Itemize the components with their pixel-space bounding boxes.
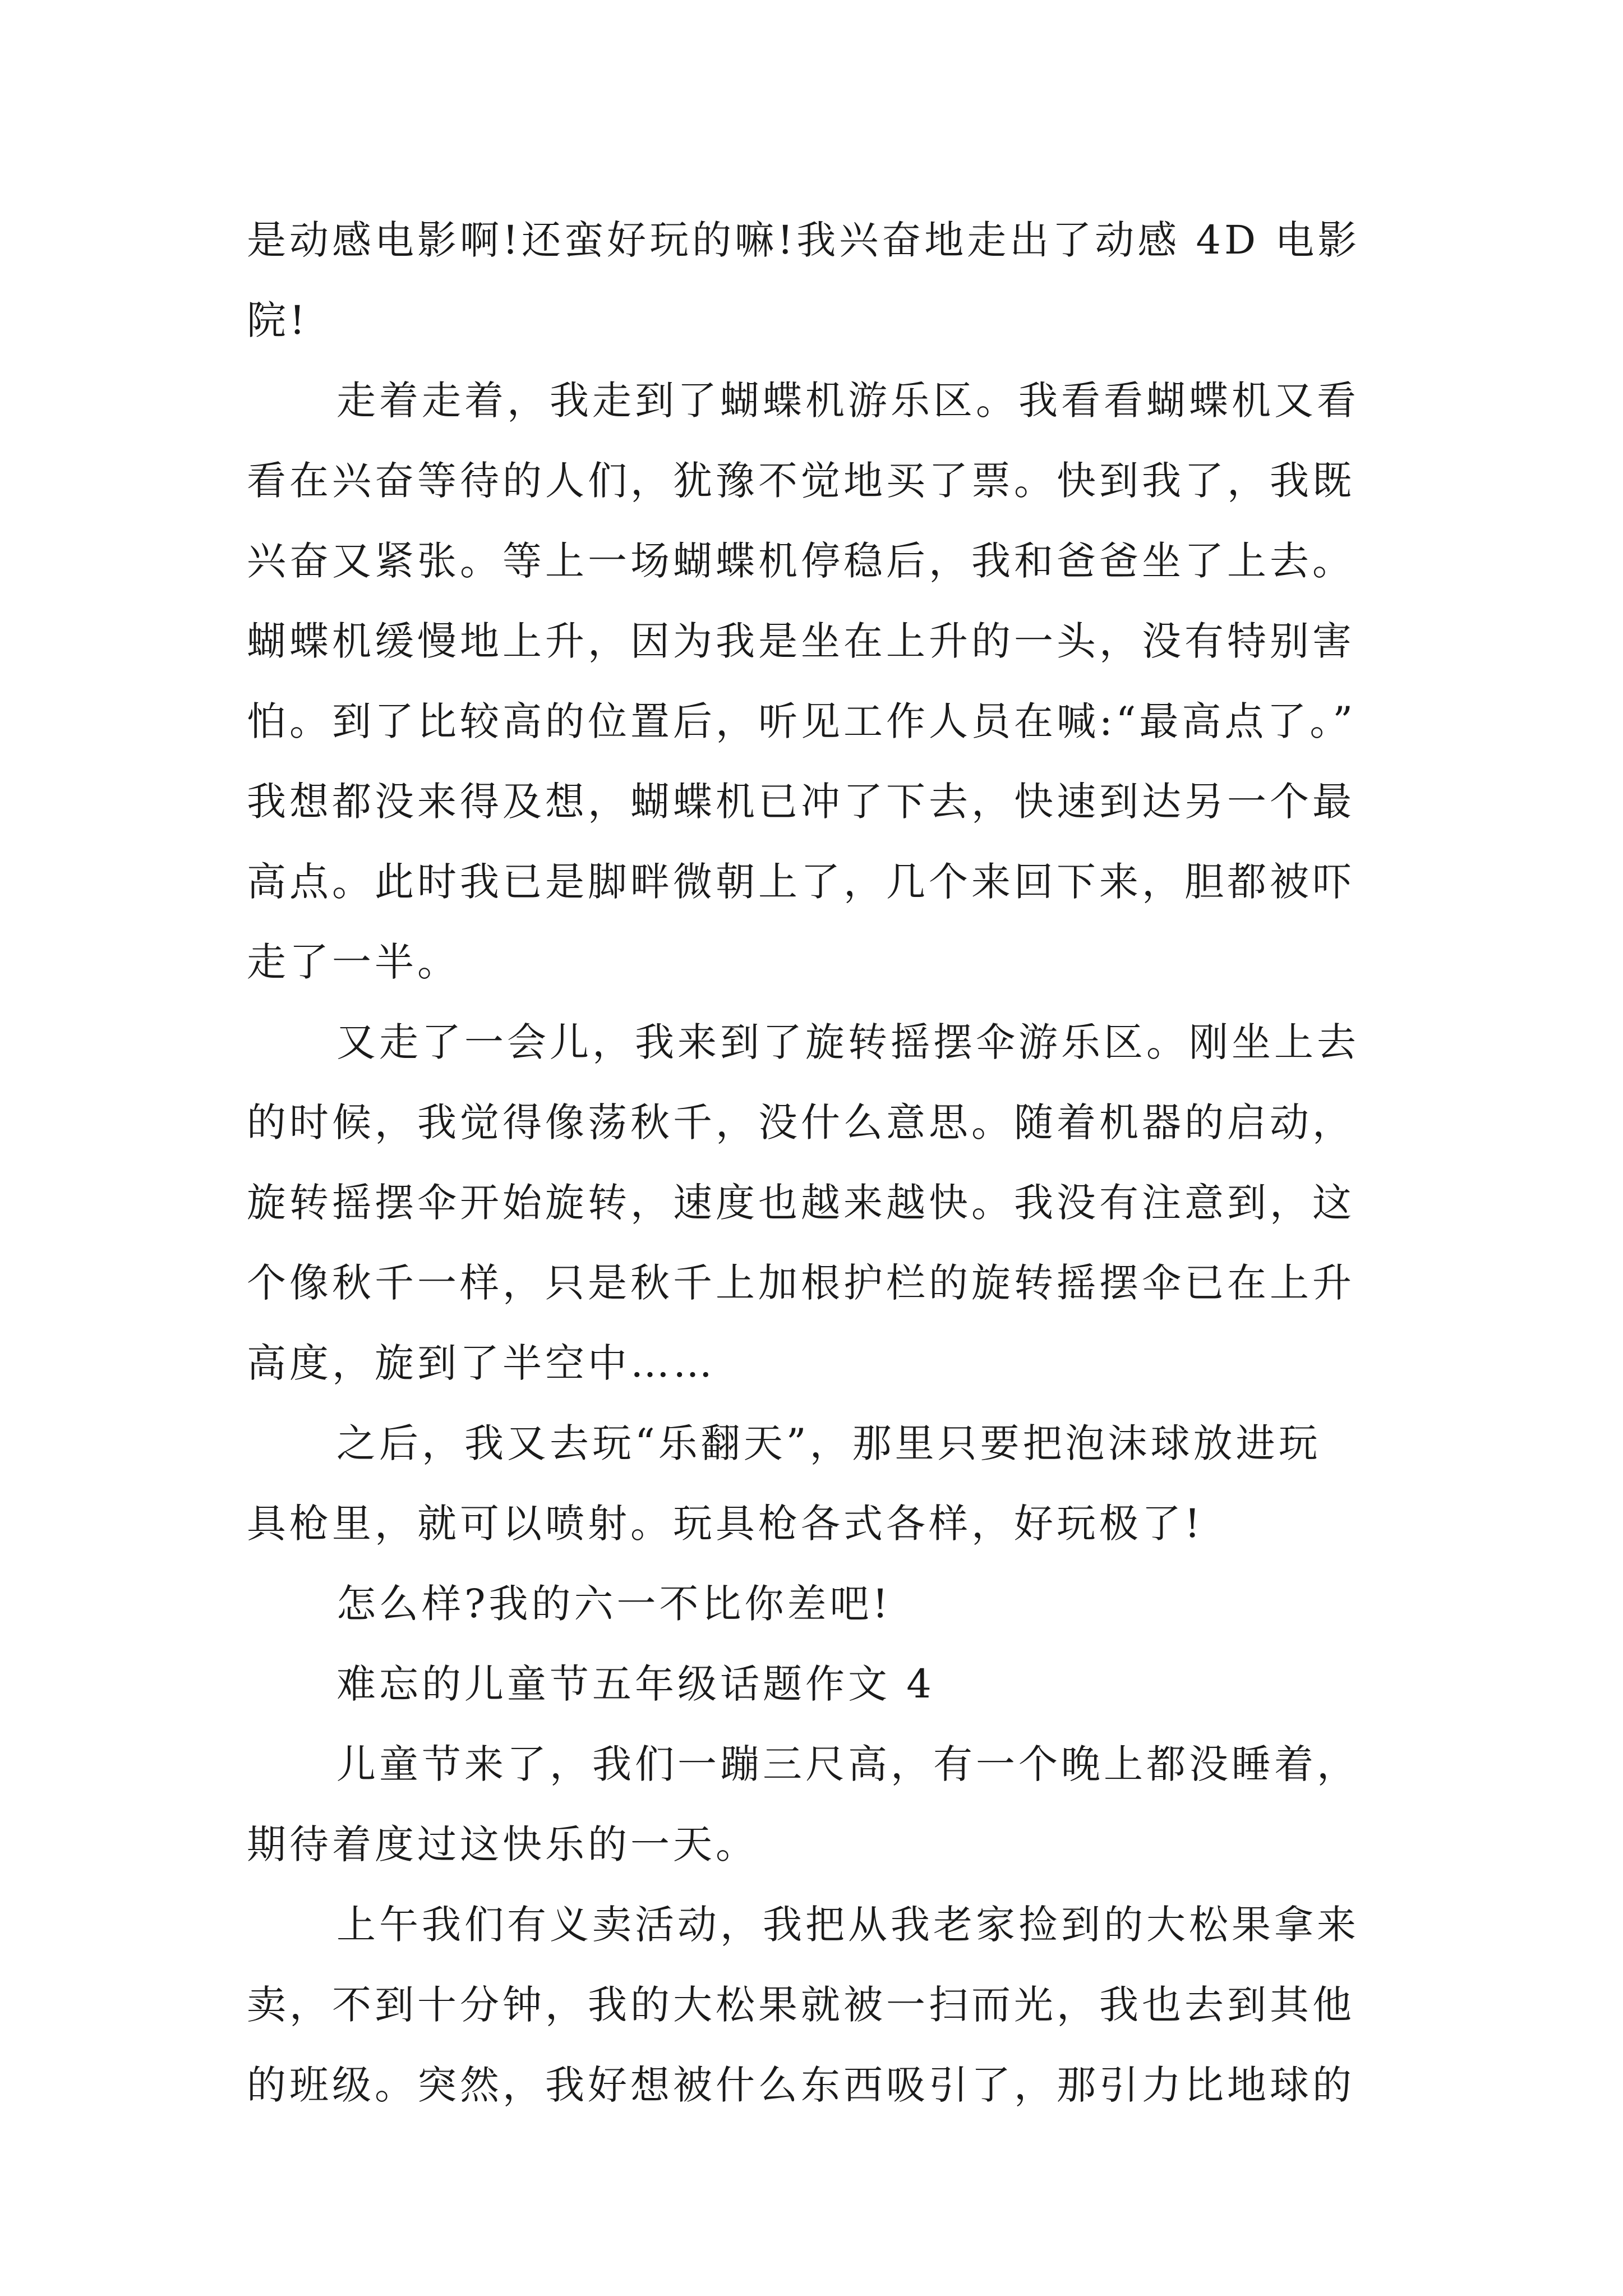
text-line: 走了一半。 — [247, 939, 460, 985]
text-line: 个像秋千一样，只是秋千上加根护栏的旋转摇摆伞已在上升 — [247, 1260, 1355, 1306]
text-line: 走着走着，我走到了蝴蝶机游乐区。我看看蝴蝶机又看 — [336, 378, 1359, 424]
text-line: 看在兴奋等待的人们，犹豫不觉地买了票。快到我了，我既 — [247, 458, 1355, 504]
text-line: 之后，我又去玩“乐翻天”，那里只要把泡沫球放进玩 — [336, 1420, 1321, 1466]
text-line: 又走了一会儿，我来到了旋转摇摆伞游乐区。刚坐上去 — [336, 1019, 1359, 1065]
text-line: 的班级。突然，我好想被什么东西吸引了，那引力比地球的 — [247, 2062, 1355, 2108]
text-line: 高点。此时我已是脚畔微朝上了，几个来回下来，胆都被吓 — [247, 859, 1355, 905]
text-line: 蝴蝶机缓慢地上升，因为我是坐在上升的一头，没有特别害 — [247, 618, 1355, 664]
text-line: 旋转摇摆伞开始旋转，速度也越来越快。我没有注意到，这 — [247, 1180, 1355, 1226]
text-line: 卖，不到十分钟，我的大松果就被一扫而光，我也去到其他 — [247, 1982, 1355, 2028]
text-line: 儿童节来了，我们一蹦三尺高，有一个晚上都没睡着， — [336, 1741, 1359, 1787]
text-line: 高度，旋到了半空中…… — [247, 1340, 716, 1386]
text-line: 期待着度过这快乐的一天。 — [247, 1821, 758, 1867]
section-heading: 难忘的儿童节五年级话题作文 4 — [336, 1661, 935, 1707]
text-line: 兴奋又紧张。等上一场蝴蝶机停稳后，我和爸爸坐了上去。 — [247, 538, 1355, 584]
text-line: 的时候，我觉得像荡秋千，没什么意思。随着机器的启动， — [247, 1099, 1355, 1145]
text-line: 怕。到了比较高的位置后，听见工作人员在喊:“最高点了。” — [247, 698, 1357, 744]
text-line: 怎么样?我的六一不比你差吧! — [336, 1581, 892, 1627]
text-line: 我想都没来得及想，蝴蝶机已冲了下去，快速到达另一个最 — [247, 779, 1355, 825]
text-line: 是动感电影啊!还蛮好玩的嘛!我兴奋地走出了动感 4D 电影 — [247, 217, 1361, 263]
text-line: 具枪里，就可以喷射。玩具枪各式各样，好玩极了! — [247, 1501, 1204, 1547]
text-line: 上午我们有义卖活动，我把从我老家捡到的大松果拿来 — [336, 1902, 1359, 1948]
text-line: 院! — [247, 297, 309, 343]
